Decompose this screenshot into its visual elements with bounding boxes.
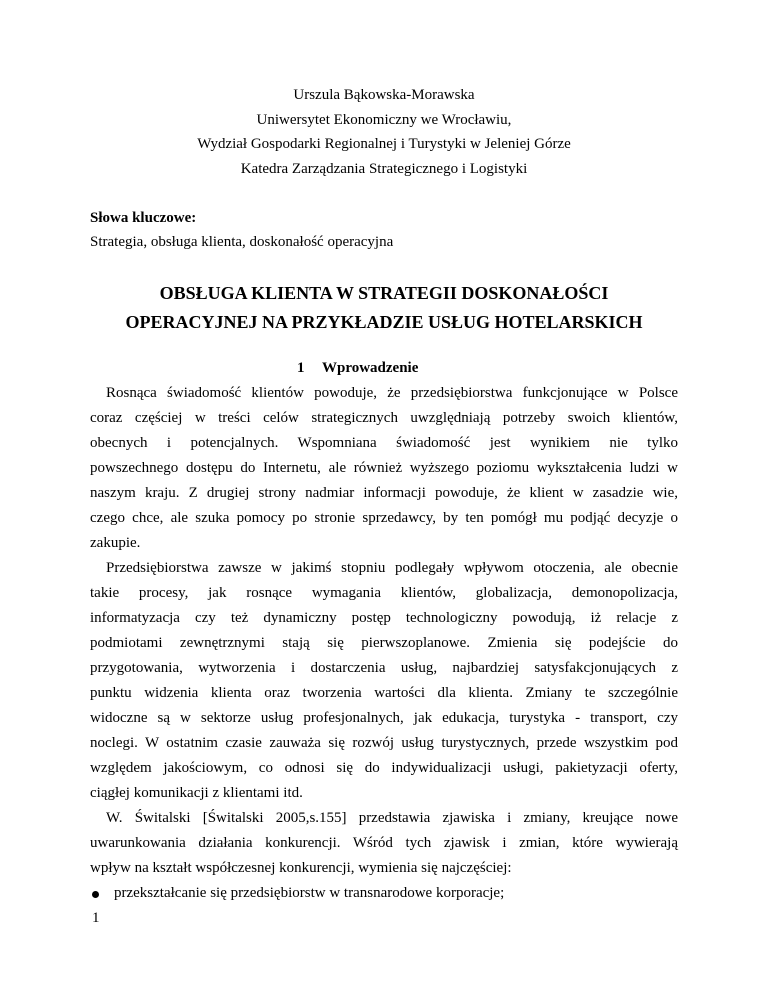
section-heading: Wprowadzenie	[322, 360, 419, 376]
paragraph-line: ciągłej komunikacji z klientami itd.	[90, 785, 303, 801]
paragraph-line: podmiotami zewnętrznymi stają się pierwszoplanowe. Zmienia się podejście do	[90, 635, 678, 651]
paragraph-line: względem jakościowym, co odnosi się do indywidualizacji usługi, pakietyzacji oferty,	[90, 760, 678, 776]
department-name: Katedra Zarządzania Strategicznego i Logistyki	[240, 161, 528, 177]
author-name: Urszula Bąkowska-Morawska	[293, 87, 475, 103]
paragraph-line: informatyzacja czy też dynamiczny postęp technologiczny powodują, iż relacje z	[90, 610, 678, 626]
list-item: przekształcanie się przedsiębiorstw w transnarodowe korporacje;	[114, 885, 505, 901]
paragraph-line: czego chce, ale szuka pomocy po stronie sprzedawcy, by ten pomógł mu podjąć decyzje o	[90, 510, 678, 526]
page-number: 1	[92, 910, 100, 926]
paragraph-line: coraz częściej w treści celów strategicznych uwzględniają potrzeby swoich klientów,	[90, 410, 678, 426]
paragraph-line: takie procesy, jak rosnące wymagania klientów, globalizacja, demonopolizacja,	[90, 585, 678, 601]
document-title-line-1: OBSŁUGA KLIENTA W STRATEGII DOSKONAŁOŚCI	[159, 283, 609, 303]
document-title-line-2: OPERACYJNEJ NA PRZYKŁADZIE USŁUG HOTELARSKICH	[125, 312, 643, 332]
faculty-name: Wydział Gospodarki Regionalnej i Turystyki w Jeleniej Górze	[197, 136, 571, 152]
paragraph-line: Rosnąca świadomość klientów powoduje, że przedsiębiorstwa funkcjonujące w Polsce	[106, 385, 678, 401]
paragraph-line: noclegi. W ostatnim czasie zauważa się rozwój usług turystycznych, przede wszystkim pod	[90, 735, 678, 751]
paragraph-line: przygotowania, wytworzenia i dostarczenia usług, najbardziej satysfakcjonujących z	[90, 660, 678, 676]
paragraph-line: Przedsiębiorstwa zawsze w jakimś stopniu podlegały wpływom otoczenia, ale obecnie	[106, 560, 678, 576]
paragraph-line: W. Świtalski [Świtalski 2005,s.155] przedstawia zjawiska i zmiany, kreujące nowe	[106, 810, 678, 826]
bullet-icon	[92, 891, 99, 898]
paragraph-line: wpływ na kształt współczesnej konkurencji, wymienia się najczęściej:	[90, 860, 512, 876]
paragraph-line: widoczne są w sektorze usług profesjonalnych, jak edukacja, turystyka - transport, czy	[90, 710, 678, 726]
paragraph-line: zakupie.	[90, 535, 141, 551]
keywords-text: Strategia, obsługa klienta, doskonałość operacyjna	[90, 234, 394, 250]
paragraph-line: punktu widzenia klienta oraz tworzenia wartości dla klienta. Zmiany te szczególnie	[90, 685, 678, 701]
keywords-label: Słowa kluczowe:	[90, 210, 197, 226]
paragraph-line: obecnych i potencjalnych. Wspomniana świadomość jest wynikiem nie tylko	[90, 435, 678, 451]
paragraph-line: powszechnego dostępu do Internetu, ale również wyższego poziomu wykształcenia ludzi w	[90, 460, 678, 476]
section-number: 1	[297, 360, 305, 376]
paragraph-line: naszym kraju. Z drugiej strony nadmiar informacji powoduje, że klient w zasadzie wie,	[90, 485, 678, 501]
university-name: Uniwersytet Ekonomiczny we Wrocławiu,	[256, 112, 512, 128]
paragraph-line: uwarunkowania działania konkurencji. Wśród tych zjawisk i zmian, które wywierają	[90, 835, 678, 851]
